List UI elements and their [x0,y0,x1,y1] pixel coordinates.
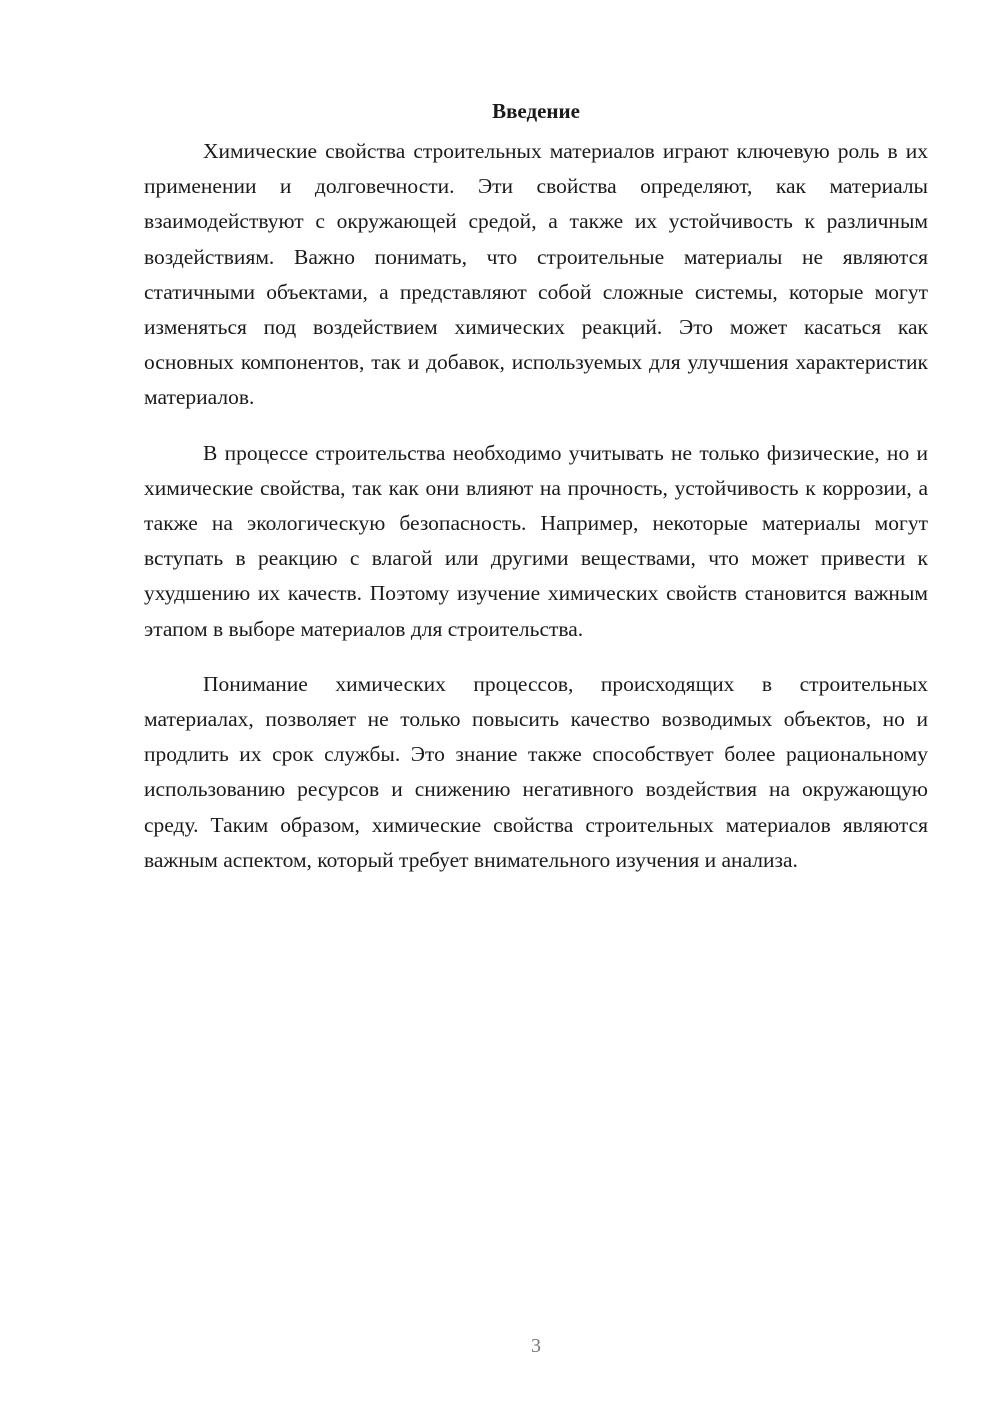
paragraph-2: В процессе строительства необходимо учитывать не только физические, но и химические свойства, так как они влияют на прочность, устойчивость к коррозии, а также на экологическую безопасность. Например, некоторые материалы могут вступать в реакцию с влагой или другими веществами, что может привести к ухудшению их качеств. Поэтому изучение химических свойств становится важным этапом в выборе материалов для строительства. [144,440,928,641]
page-number: 3 [531,1335,541,1357]
paragraph-3: Понимание химических процессов, происходящих в строительных материалах, позволяет не только повысить качество возводимых объектов, но и продлить их срок службы. Это знание также способствует более рациональному использованию ресурсов и снижению негативного воздействия на окружающую среду. Таким образом, химические свойства строительных материалов являются важным аспектом, который требует внимательного изучения и анализа. [144,671,928,872]
section-heading: Введение [492,99,580,123]
page-content [144,96,928,898]
paragraph-1: Химические свойства строительных материалов играют ключевую роль в их применении и долговечности. Эти свойства определяют, как материалы взаимодействуют с окружающей средой, а также их устойчивость к различным воздействиям. Важно понимать, что строительные материалы не являются статичными объектами, а представляют собой сложные системы, которые могут изменяться под воздействием химических реакций. Это может касаться как основных компонентов, так и добавок, используемых для улучшения характеристик материалов. [144,139,928,410]
